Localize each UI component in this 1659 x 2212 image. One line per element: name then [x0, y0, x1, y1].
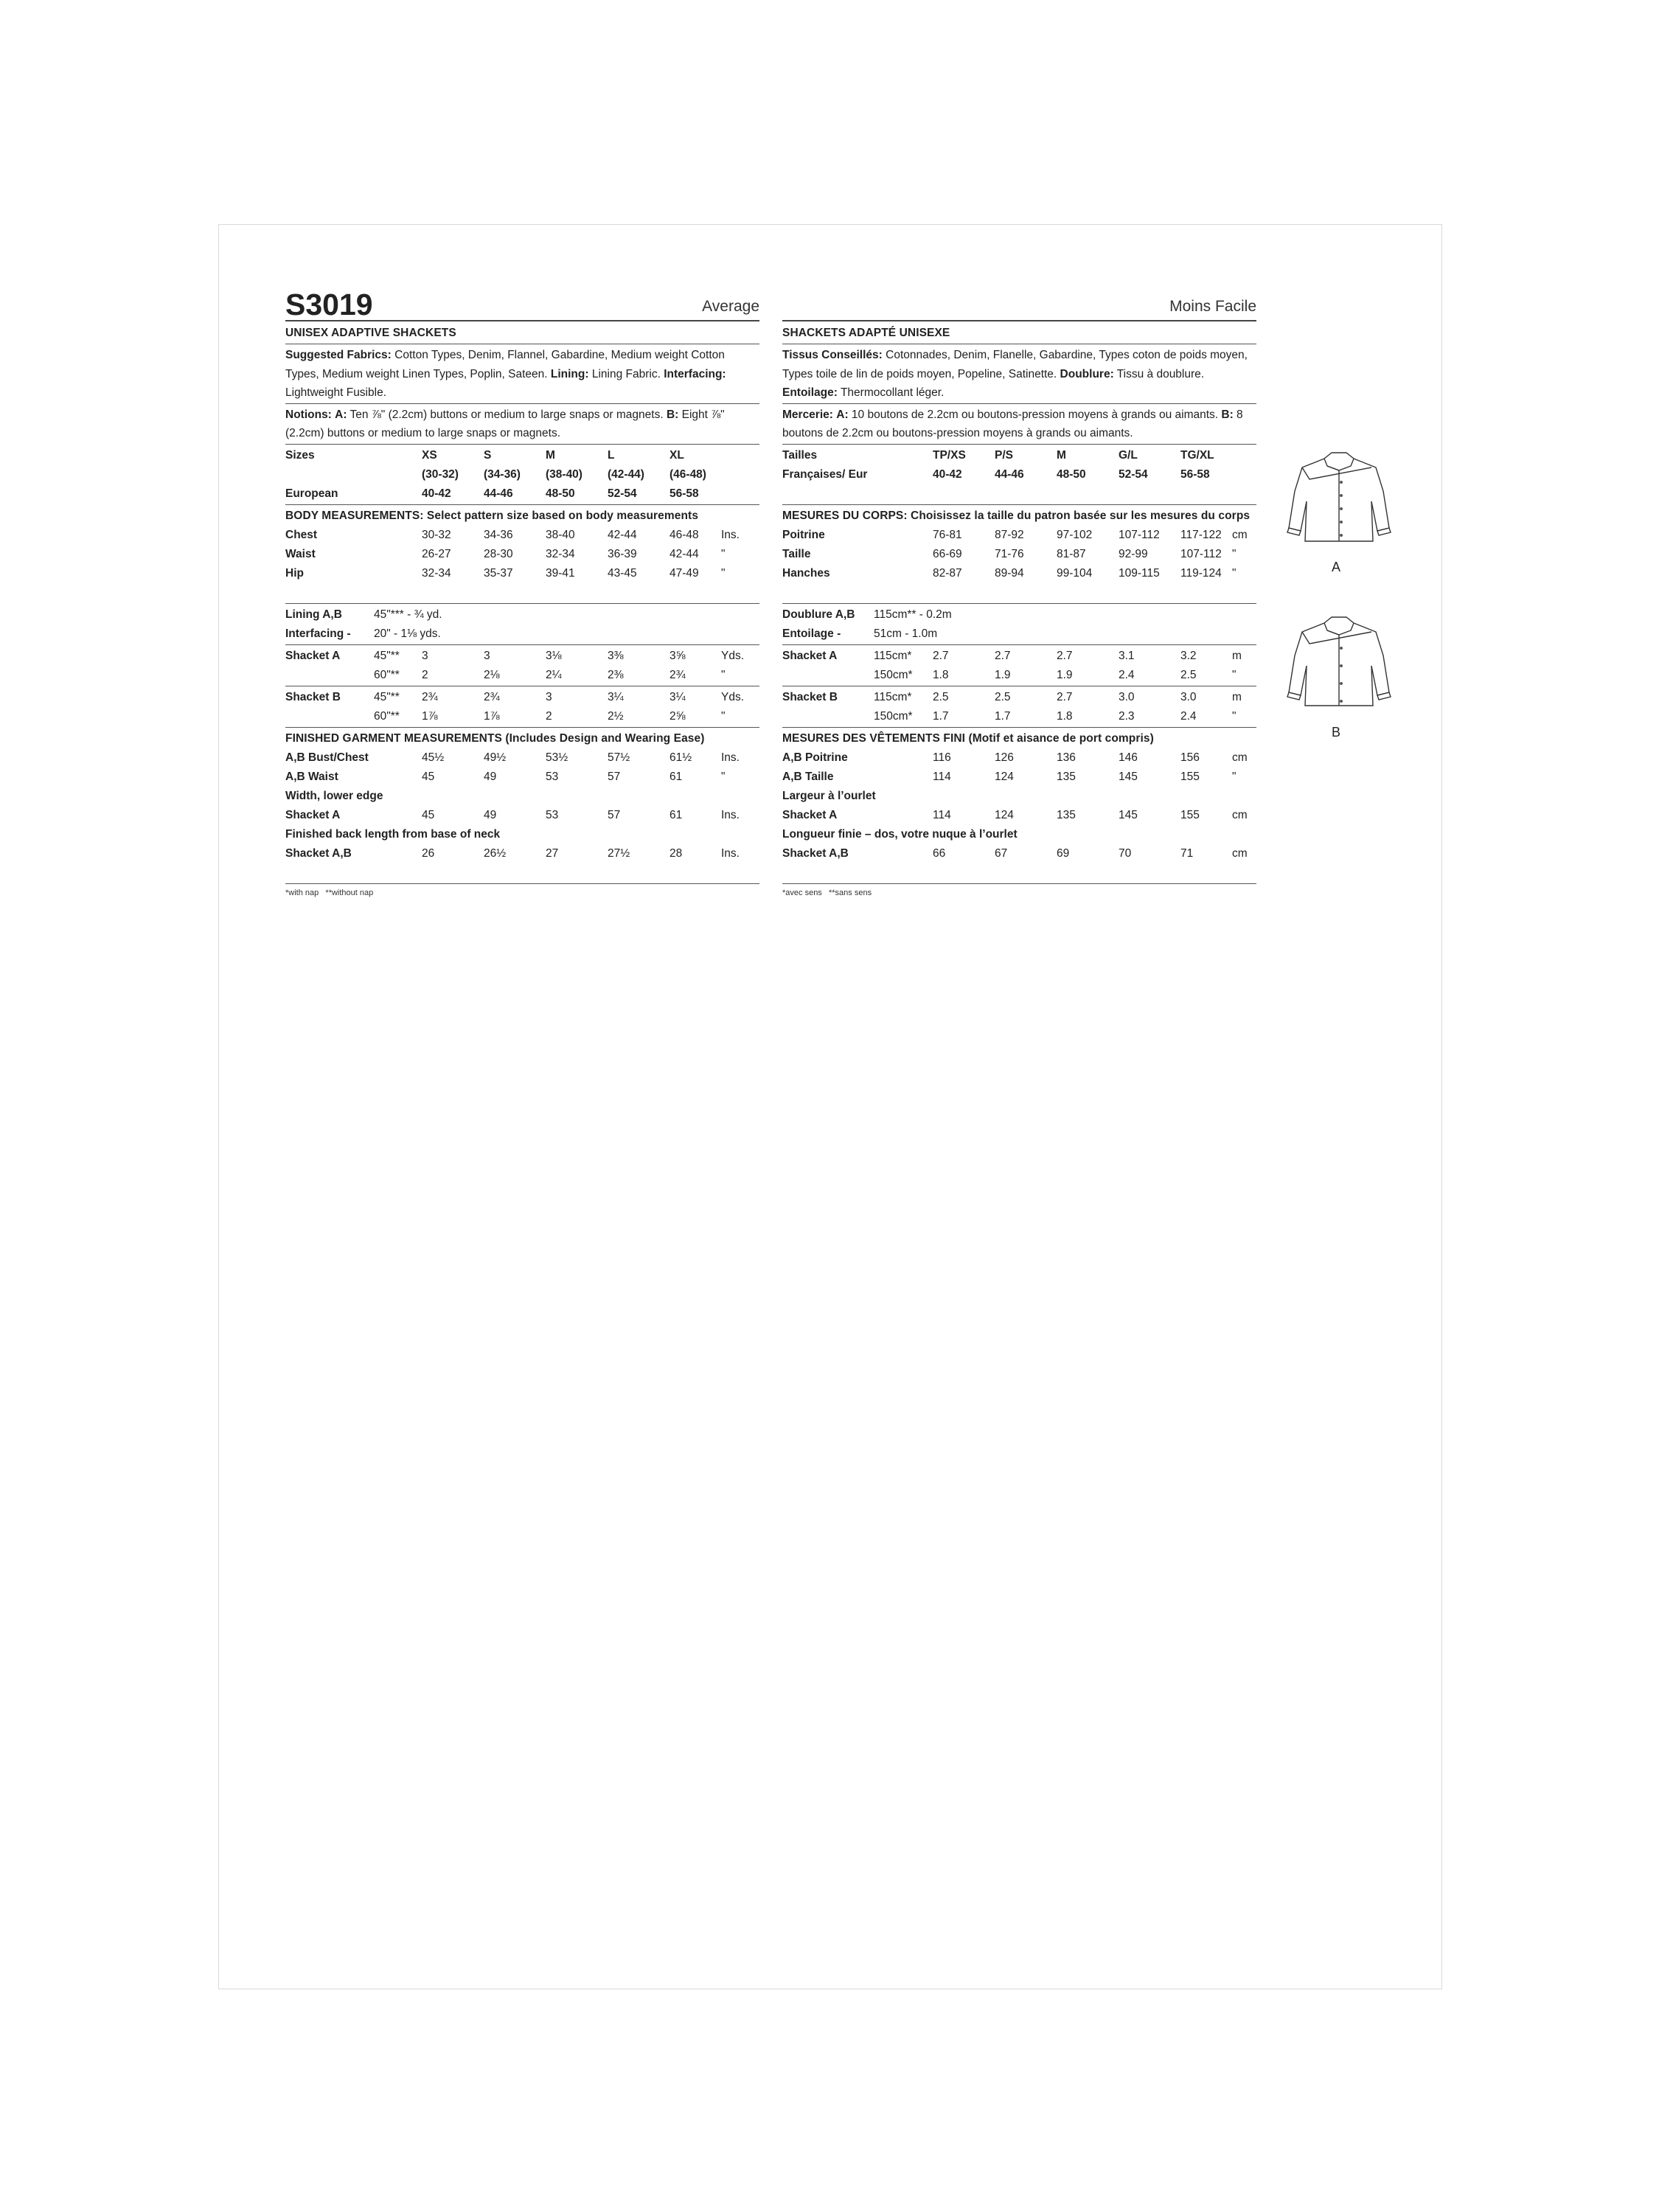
illustration-label-a: A — [1332, 560, 1341, 574]
body-measurements-table: Chest 30-32 34-36 38-40 42-44 46-48 Ins. Waist 26-27 28-30 32-34 36-39 42-44 " Hip 32-34 35-37 39-41 43-45 47-49 " — [285, 528, 740, 580]
footnote-fr: *avec sens **sans sens — [782, 888, 872, 897]
shacket-a-yardage-fr: Shacket A 115cm* 2.7 2.7 2.7 3.1 3.2 m 150cm* 1.8 1.9 1.9 2.4 2.5 " — [782, 649, 1242, 681]
finished-measurements-table: A,B Bust/Chest 45½ 49½ 53½ 57½ 61½ Ins. A,B Waist 45 49 53 57 61 " Width, lower edge Shacket A 45 49 53 57 61 Ins. Finished back length from base of neck Shacket A,B 26 26½ 27 27½ 28 Ins. — [285, 751, 740, 860]
suggested-fabrics-fr: Tissus Conseillés: Cotonnades, Denim, Flanelle, Gabardine, Types coton de poids moyen, Types toile de lin de poids moyen, Popeline, Satinette. Doublure: Tissu à doublure. Entoilage: Thermocollant léger. — [782, 349, 1248, 399]
difficulty-level-fr: Moins Facile — [1169, 298, 1256, 315]
shacket-b-illustration — [1280, 614, 1398, 740]
header-rule-fr — [782, 320, 1256, 321]
illustration-label-b: B — [1332, 725, 1341, 740]
body-measurements-table-fr: Poitrine 76-81 87-92 97-102 107-112 117-122 cm Taille 66-69 71-76 81-87 92-99 107-112 " Hanches 82-87 89-94 99-104 109-115 119-124 " — [782, 528, 1248, 580]
suggested-fabrics: Suggested Fabrics: Cotton Types, Denim, Flannel, Gabardine, Medium weight Cotton Types, Medium weight Linen Types, Poplin, Sateen. Lining: Lining Fabric. Interfacing: Lightweight Fusible. — [285, 349, 726, 399]
shacket-b-yardage: Shacket B 45"** 2¾ 2¾ 3 3¼ 3¼ Yds. 60"** 1⅞ 1⅞ 2 2½ 2⅝ " — [285, 690, 745, 723]
shacket-b-yardage-fr: Shacket B 115cm* 2.5 2.5 2.7 3.0 3.0 m 150cm* 1.7 1.7 1.8 2.3 2.4 " — [782, 690, 1242, 723]
finished-measurements-title: FINISHED GARMENT MEASUREMENTS (Includes Design and Wearing Ease) — [285, 731, 705, 745]
difficulty-level: Average — [702, 298, 759, 315]
shacket-a-yardage: Shacket A 45"** 3 3 3⅛ 3⅜ 3⅝ Yds. 60"** 2 2⅛ 2¼ 2⅜ 2¾ " — [285, 649, 745, 681]
header-rule — [285, 320, 759, 321]
sizes-table-fr: Tailles TP/XS P/S M G/L TG/XL Françaises/ Eur 40-42 44-46 48-50 52-54 56-58 — [782, 448, 1214, 481]
footnote: *with nap **without nap — [285, 888, 374, 897]
sizes-table: Sizes XS S M L XL (30-32) (34-36) (38-40) (42-44) (46-48) European 40-42 44-46 48-50 52-54 56-58 — [285, 448, 706, 500]
pattern-envelope-back — [218, 224, 1442, 1989]
shacket-a-illustration — [1280, 450, 1398, 574]
body-measurements-title: BODY MEASUREMENTS: Select pattern size based on body measurements — [285, 509, 699, 522]
pattern-title-fr: SHACKETS ADAPTÉ UNISEXE — [782, 327, 950, 339]
finished-measurements-table-fr: A,B Poitrine 116 126 136 146 156 cm A,B Taille 114 124 135 145 155 " Largeur à l’ourlet Shacket A 114 124 135 145 155 cm Longueur finie – dos, votre nuque à l’ourlet Shacket A,B 66 67 69 70 71 cm — [782, 751, 1248, 860]
pattern-code: S3019 — [285, 288, 373, 321]
pattern-title: UNISEX ADAPTIVE SHACKETS — [285, 327, 456, 339]
yardage-table-fr: Doublure A,B 115cm** - 0.2m Entoilage - 51cm - 1.0m — [782, 608, 952, 640]
notions: Notions: A: Ten ⅞" (2.2cm) buttons or medium to large snaps or magnets. B: Eight ⅞" (2.2cm) buttons or medium to large snaps or magnets. — [285, 408, 725, 439]
notions-fr: Mercerie: A: 10 boutons de 2.2cm ou boutons-pression moyens à grands ou aimants. B: 8 boutons de 2.2cm ou boutons-pression moyens à grands ou aimants. — [782, 408, 1243, 439]
finished-measurements-title-fr: MESURES DES VÊTEMENTS FINI (Motif et aisance de port compris) — [782, 731, 1154, 745]
body-measurements-title-fr: MESURES DU CORPS: Choisissez la taille du patron basée sur les mesures du corps — [782, 509, 1251, 522]
yardage-table: Lining A,B 45"*** - ¾ yd. Interfacing - 20" - 1⅛ yds. — [285, 608, 442, 640]
